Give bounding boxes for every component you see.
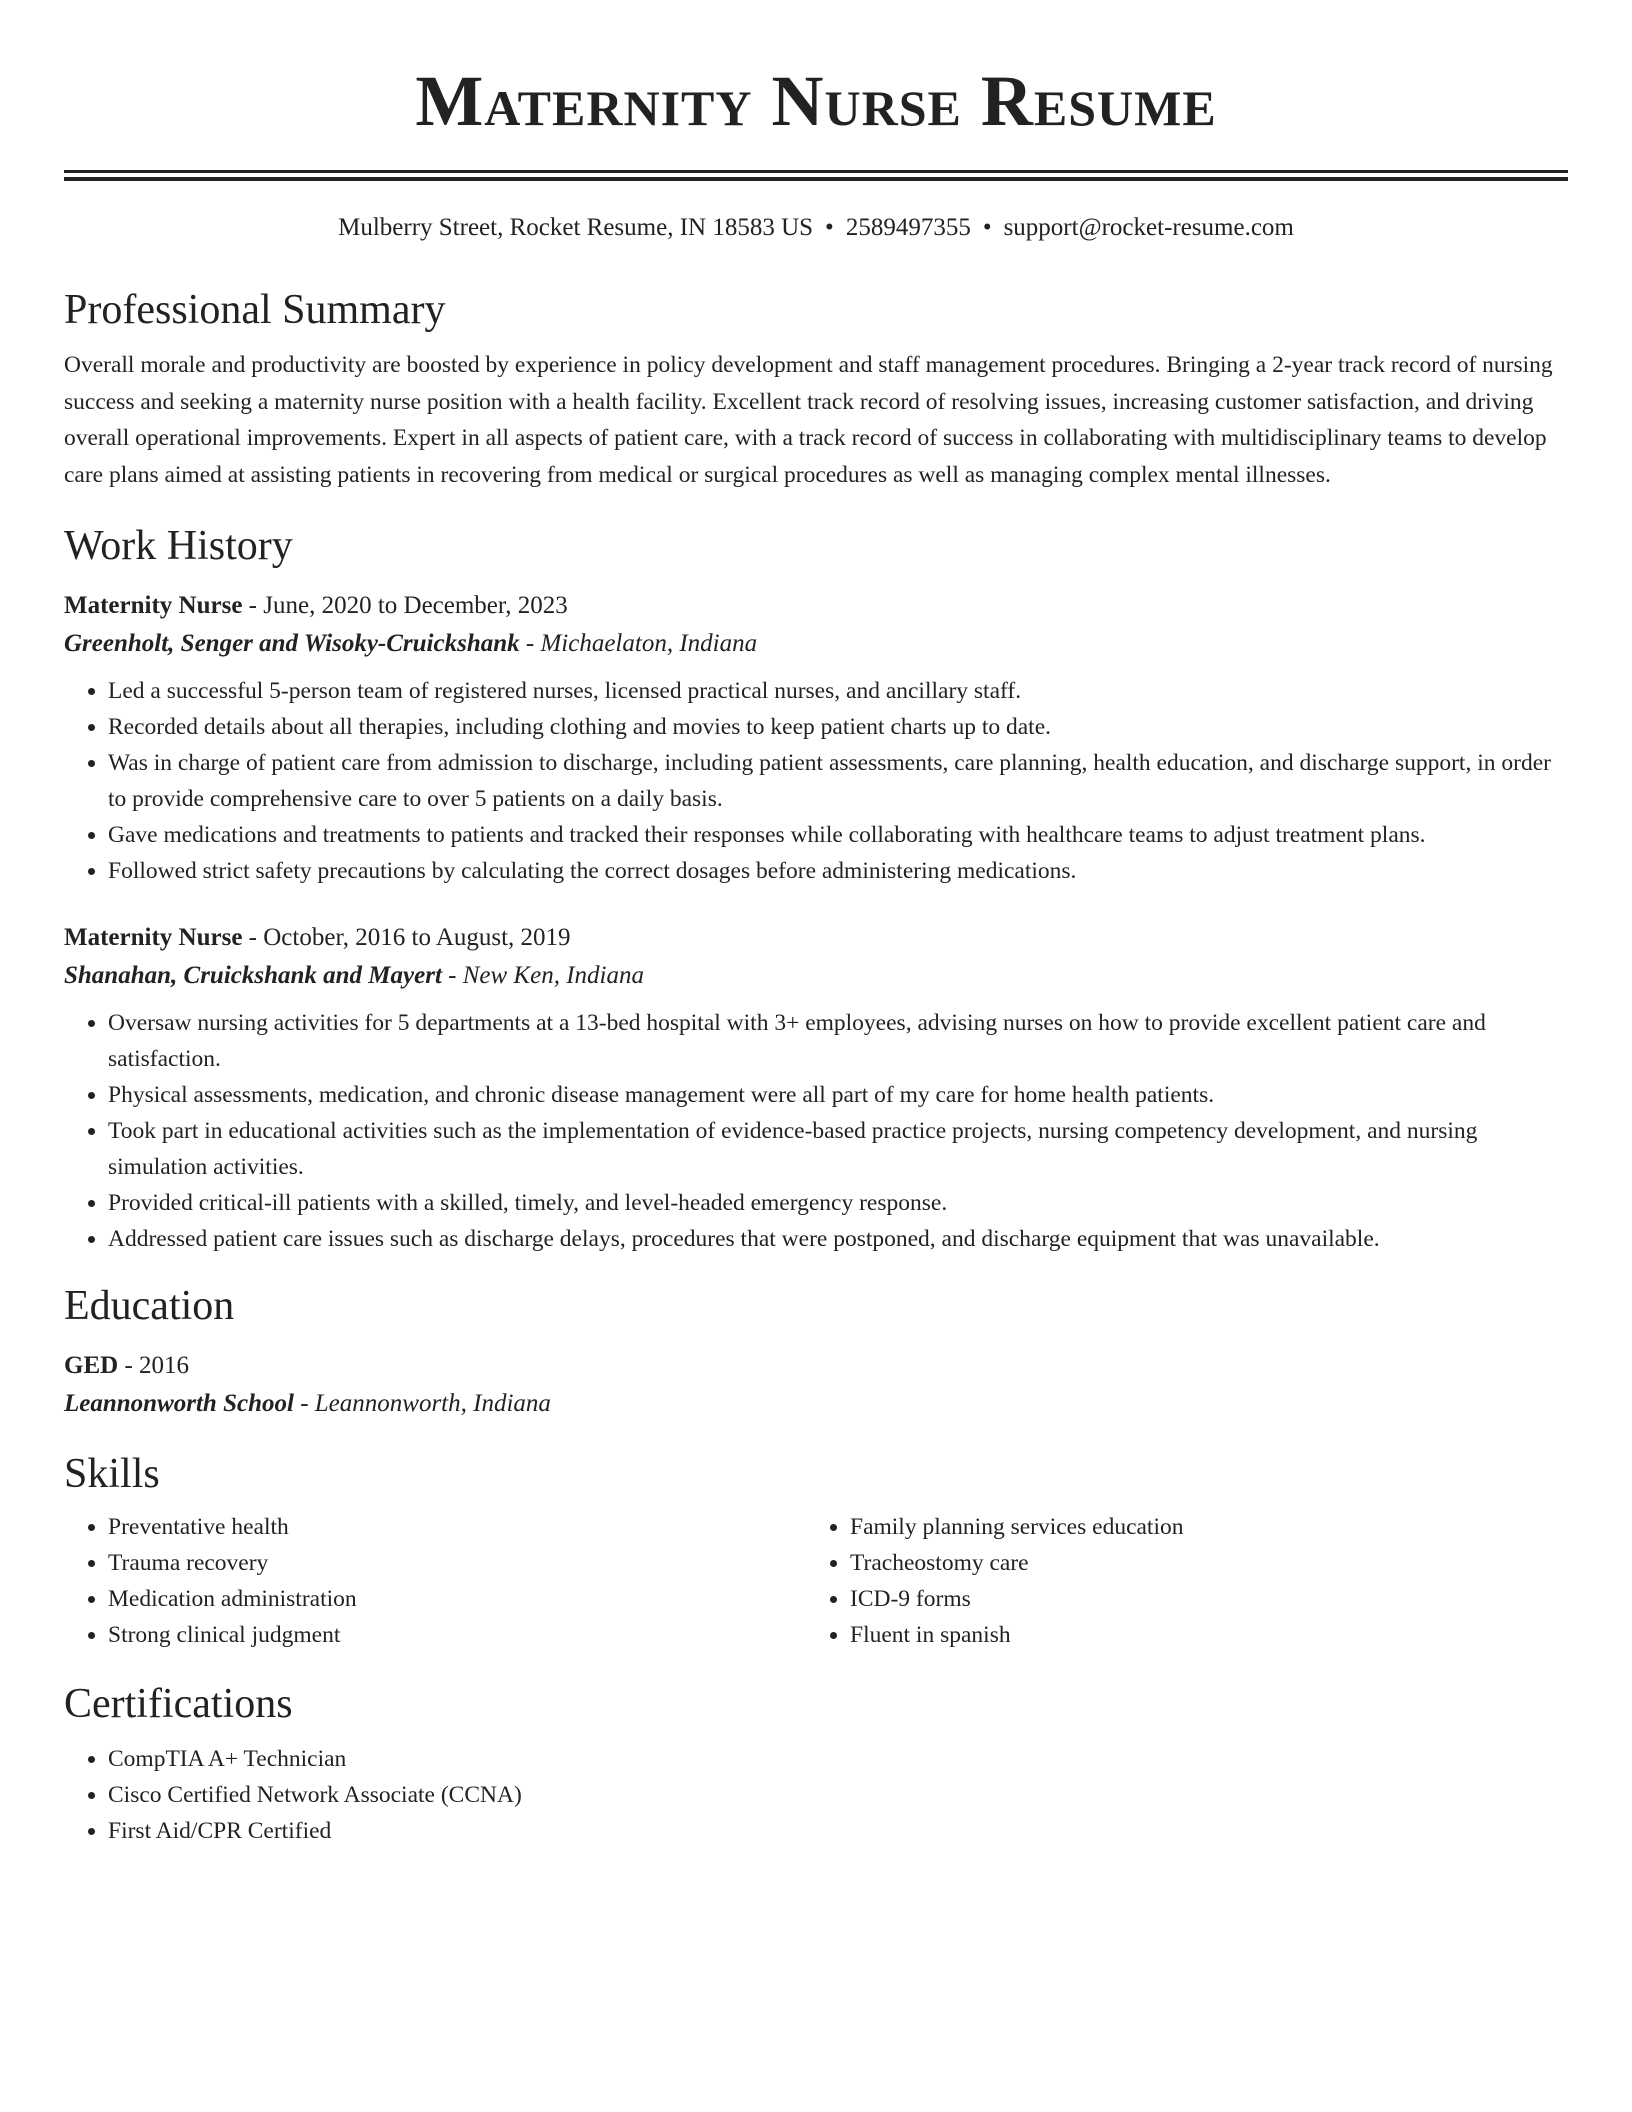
skills-grid: [64, 1509, 1568, 1653]
job-entry-2: [64, 919, 1568, 1257]
education-school-line: [64, 1385, 1568, 1423]
list-item: • Addressed patient care issues such as discharge delays, procedures that were postponed, and discharge equipment that was unavailable.: [108, 1221, 1568, 1257]
list-item: • Provided critical-ill patients with a skilled, timely, and level-headed emergency response.: [108, 1185, 1568, 1221]
contact-address: Mulberry Street, Rocket Resume, IN 18583 US: [338, 214, 814, 241]
certification-item: • Cisco Certified Network Associate (CCNA): [108, 1777, 1568, 1813]
certifications-heading: Certifications: [64, 1681, 293, 1727]
education-school: Leannonworth School: [64, 1390, 294, 1417]
job-location: - New Ken, Indiana: [441, 962, 644, 989]
list-item: • Gave medications and treatments to patients and tracked their responses while collaborating with healthcare teams to adjust treatment plans.: [108, 817, 1568, 853]
job-entry-1: [64, 587, 1568, 889]
education-location: - Leannonworth, Indiana: [293, 1390, 551, 1417]
summary-text: Overall morale and productivity are boosted by experience in policy development and staff management procedures. Bringing a 2-year track record of nursing success and seeking a maternity nurse position with a health facility. Excellent track record of resolving issues, increasing customer satisfaction, and driving overall operational improvements. Expert in all aspects of patient care, with a track record of success in collaborating with multidisciplinary teams to develop care plans aimed at assisting patients in recovering from medical or surgical procedures as well as managing complex mental illnesses.: [64, 352, 1553, 488]
job-bullets: [64, 673, 1568, 889]
contact-separator: •: [825, 214, 834, 241]
skill-item: • ICD-9 forms: [850, 1581, 1548, 1617]
skills-column-right: [806, 1509, 1548, 1653]
list-item: • Was in charge of patient care from admission to discharge, including patient assessments, care planning, health education, and discharge support, in order to provide comprehensive care to over 5 patients on a daily basis.: [108, 745, 1568, 817]
list-item: • Oversaw nursing activities for 5 departments at a 13-bed hospital with 3+ employees, advising nurses on how to provide excellent patient care and satisfaction.: [108, 1005, 1568, 1077]
list-item: • Took part in educational activities such as the implementation of evidence-based practice projects, nursing competency development, and nursing simulation activities.: [108, 1113, 1568, 1185]
certifications-list: [64, 1741, 1568, 1849]
contact-line: [64, 211, 1568, 245]
job-employer-line: [64, 957, 1568, 995]
contact-phone: 2589497355: [845, 214, 971, 241]
job-employer: Shanahan, Cruickshank and Mayert: [64, 962, 442, 989]
education-year: - 2016: [118, 1352, 190, 1379]
list-item: • Recorded details about all therapies, including clothing and movies to keep patient charts up to date.: [108, 709, 1568, 745]
certification-item: • CompTIA A+ Technician: [108, 1741, 1568, 1777]
job-employer: Greenholt, Senger and Wisoky-Cruickshank: [64, 630, 520, 657]
contact-separator: •: [982, 214, 992, 241]
skill-item: • Medication administration: [108, 1581, 806, 1617]
skills-heading: Skills: [64, 1451, 160, 1497]
job-dates: - June, 2020 to December, 2023: [242, 592, 568, 619]
title-double-rule: [64, 170, 1568, 181]
work-history-heading: Work History: [64, 523, 293, 569]
skill-item: • Preventative health: [108, 1509, 806, 1545]
job-location: - Michaelaton, Indiana: [519, 630, 758, 657]
skill-item: • Fluent in spanish: [850, 1617, 1548, 1653]
job-title-line: [64, 587, 1568, 625]
skill-item: • Trauma recovery: [108, 1545, 806, 1581]
list-item: • Followed strict safety precautions by calculating the correct dosages before administering medications.: [108, 853, 1568, 889]
job-role: Maternity Nurse: [64, 924, 243, 951]
resume-title: Maternity Nurse Resume: [415, 61, 1217, 141]
list-item: • Led a successful 5-person team of registered nurses, licensed practical nurses, and ancillary staff.: [108, 673, 1568, 709]
skills-column-left: [64, 1509, 806, 1653]
skill-item: • Strong clinical judgment: [108, 1617, 806, 1653]
job-role: Maternity Nurse: [64, 592, 243, 619]
job-title-line: [64, 919, 1568, 957]
list-item: • Physical assessments, medication, and chronic disease management were all part of my care for home health patients.: [108, 1077, 1568, 1113]
education-heading: Education: [64, 1283, 235, 1329]
job-employer-line: [64, 625, 1568, 663]
skill-item: • Family planning services education: [850, 1509, 1548, 1545]
education-degree-line: [64, 1347, 1568, 1385]
job-dates: - October, 2016 to August, 2019: [242, 924, 571, 951]
contact-email: support@rocket-resume.com: [1003, 214, 1294, 241]
skill-item: • Tracheostomy care: [850, 1545, 1548, 1581]
summary-heading: Professional Summary: [64, 287, 446, 333]
job-bullets: [64, 1005, 1568, 1257]
certification-item: • First Aid/CPR Certified: [108, 1813, 1568, 1849]
education-degree: GED: [64, 1352, 119, 1379]
